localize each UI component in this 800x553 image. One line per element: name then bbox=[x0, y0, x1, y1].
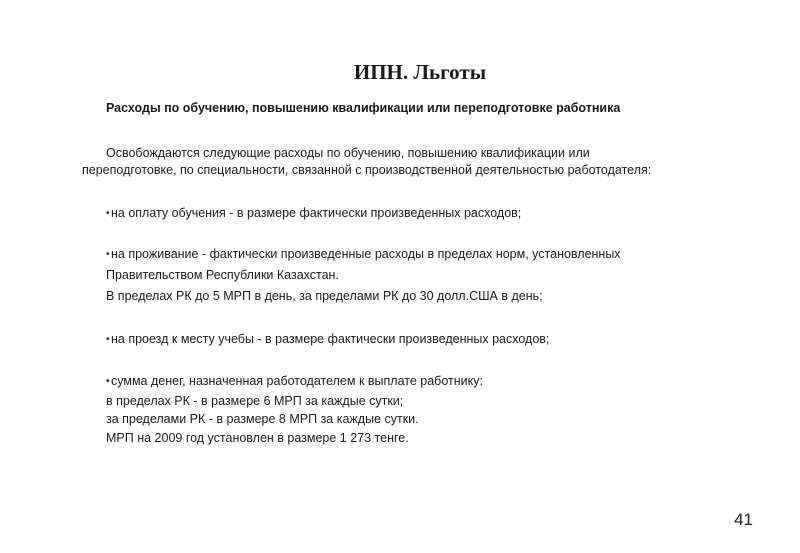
bullet-icon: • bbox=[106, 376, 110, 387]
intro-line-1: Освобождаются следующие расходы по обучению, повышению квалификации или bbox=[106, 146, 590, 160]
bullet-icon: • bbox=[106, 249, 110, 260]
bullet-item-tuition bbox=[106, 204, 521, 223]
slide-title: ИПН. Льготы bbox=[353, 60, 487, 84]
bullet-text: сумма денег, назначенная работодателем к выплате работнику: bbox=[111, 374, 483, 388]
bullet-item-travel bbox=[106, 330, 549, 349]
bullet-continuation: В пределах РК до 5 МРП в день, за пределами РК до 30 долл.США в день; bbox=[106, 289, 543, 303]
bullet-icon: • bbox=[106, 334, 110, 345]
bullet-continuation: в пределах РК - в размере 6 МРП за каждые сутки; bbox=[106, 393, 404, 408]
bullet-continuation: Правительством Республики Казахстан. bbox=[106, 268, 339, 282]
bullet-icon: • bbox=[106, 208, 110, 219]
bullet-item-accommodation bbox=[106, 245, 621, 264]
bullet-item-allowance bbox=[106, 372, 483, 447]
page-number: 41 bbox=[734, 510, 753, 529]
intro-line-2: переподготовке, по специальности, связанной с производственной деятельностью работодателя: bbox=[82, 163, 652, 177]
slide-subtitle: Расходы по обучению, повышению квалификации или переподготовке работника bbox=[106, 101, 621, 115]
bullet-continuation: МРП на 2009 год установлен в размере 1 273 тенге. bbox=[106, 430, 409, 445]
bullet-text: на оплату обучения - в размере фактически произведенных расходов; bbox=[111, 206, 522, 220]
bullet-text: на проживание - фактически произведенные расходы в пределах норм, установленных bbox=[111, 247, 621, 261]
bullet-continuation: за пределами РК - в размере 8 МРП за каждые сутки. bbox=[106, 412, 419, 426]
bullet-text: на проезд к месту учебы - в размере фактически произведенных расходов; bbox=[111, 332, 550, 346]
